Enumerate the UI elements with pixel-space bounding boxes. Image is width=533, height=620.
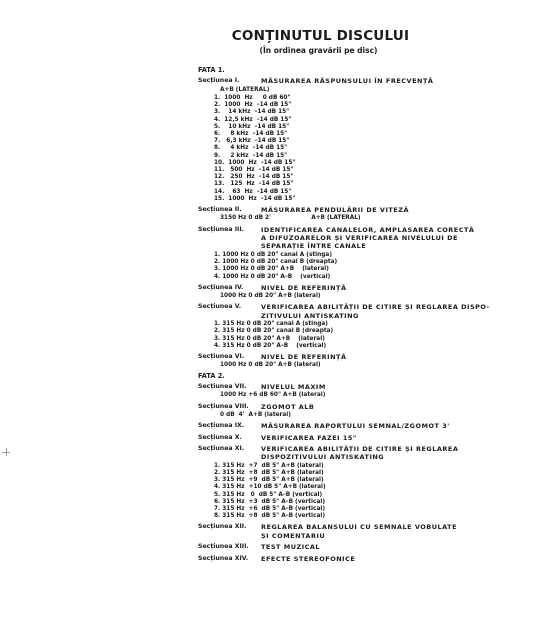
page-title: CONȚINUTUL DISCULUI xyxy=(231,28,410,44)
section-label: Secțiunea XIV. xyxy=(198,554,249,562)
signal-row: 7. 315 Hz +6 dB 5" A–B (vertical) xyxy=(214,506,326,513)
signal-row: 12. 250 Hz –14 dB 15" xyxy=(214,174,294,181)
section-label: Secțiunea II. xyxy=(198,206,242,214)
section-heading xyxy=(198,543,528,551)
section-heading xyxy=(198,303,528,320)
section-note: 0 dB 4' A+B (lateral) xyxy=(220,411,291,418)
section-label: Secțiunea I. xyxy=(198,77,240,85)
section-title-line: MĂSURAREA PENDULĂRII DE VITEZĂ xyxy=(261,206,409,215)
signal-row: 9. 2 kHz –14 dB 15" xyxy=(214,152,288,159)
section-heading xyxy=(198,555,528,563)
section-title-line: VERIFICAREA ABILITĂȚII DE CITIRE ȘI REGLAREA DISPO- xyxy=(261,303,490,312)
contents-list xyxy=(198,64,528,563)
section-heading xyxy=(198,284,528,292)
section-title-line: ZGOMOT ALB xyxy=(261,402,315,411)
section-heading xyxy=(198,226,528,251)
section-heading xyxy=(198,206,528,214)
section-note: 1000 Hz +6 dB 60" A+B (lateral) xyxy=(220,392,326,399)
section-label: Secțiunea XIII. xyxy=(198,543,249,551)
section-label: Secțiunea IX. xyxy=(198,422,245,430)
signal-row: 3. 1000 Hz 0 dB 20" A+B (lateral) xyxy=(214,266,329,273)
signal-row: 1. 1000 Hz 0 dB 60" xyxy=(214,95,291,102)
section-title-line: SEPARAȚIE ÎNTRE CANALE xyxy=(261,242,367,251)
signal-row: 15. 1000 Hz –14 dB 15" xyxy=(214,195,296,202)
section-title xyxy=(261,403,314,411)
signal-row: 10. 1000 Hz –14 dB 15" xyxy=(214,159,296,166)
section-title xyxy=(261,445,458,462)
signal-row: 1. 315 Hz +7 dB 5" A+B (lateral) xyxy=(214,462,324,469)
section-label: Secțiunea XII. xyxy=(198,523,247,531)
section-title-line: MĂSURAREA RAPORTULUI SEMNAL/ZGOMOT 3' xyxy=(261,422,450,431)
signal-list xyxy=(214,252,528,281)
section-title xyxy=(261,523,457,540)
signal-row: 8. 315 Hz +8 dB 5" A–B (vertical) xyxy=(214,513,326,520)
signal-row: 6. 8 kHz –14 dB 15" xyxy=(214,131,288,138)
side-label: FATA 2. xyxy=(198,371,225,380)
section-title-line: EFECTE STEREOFONICE xyxy=(261,554,356,563)
section-heading xyxy=(198,403,528,411)
section-heading xyxy=(198,422,528,430)
signal-row: 13. 125 Hz –14 dB 15" xyxy=(214,181,294,188)
signal-row: 2. 315 Hz 0 dB 20" canal B (dreapta) xyxy=(214,328,334,335)
section-title-line: NIVEL DE REFERINȚĂ xyxy=(261,352,347,361)
signal-row: 5. 10 kHz –14 dB 15" xyxy=(214,123,290,130)
signal-row: 3. 14 kHz –14 dB 15" xyxy=(214,109,290,116)
section-note: A+B (LATERAL) xyxy=(220,86,270,93)
section-heading xyxy=(198,383,528,391)
section-note: 1000 Hz 0 dB 20" A+B (lateral) xyxy=(220,293,321,300)
section-title-line: IDENTIFICAREA CANALELOR, AMPLASAREA CORECTĂ xyxy=(261,225,475,234)
signal-row: 14. 63 Hz –14 dB 15" xyxy=(214,188,292,195)
signal-row: 1. 1000 Hz 0 dB 20" canal A (stinga) xyxy=(214,251,332,258)
signal-row: 4. 1000 Hz 0 dB 20" A–B (vertical) xyxy=(214,273,331,280)
section-title-line: TEST MUZICAL xyxy=(261,543,321,552)
signal-row: 2. 1000 Hz –14 dB 15" xyxy=(214,102,292,109)
signal-row: 6. 315 Hz +3 dB 5" A–B (vertical) xyxy=(214,498,326,505)
section-title-line: MĂSURAREA RĂSPUNSULUI ÎN FRECVENȚĂ xyxy=(261,77,434,86)
section-label: Secțiunea XI. xyxy=(198,444,245,452)
section-label: Secțiunea IV. xyxy=(198,283,244,291)
section-note: 1000 Hz 0 dB 20" A+B (lateral) xyxy=(220,362,321,369)
section-title xyxy=(261,284,347,292)
section-label: Secțiunea III. xyxy=(198,225,244,233)
signal-row: 2. 1000 Hz 0 dB 20" canal B (dreapta) xyxy=(214,259,338,266)
section-heading xyxy=(198,523,528,540)
signal-row: 3. 315 Hz 0 dB 20" A+B (lateral) xyxy=(214,335,325,342)
section-title-line: ZITIVULUI ANTISKATING xyxy=(261,311,359,320)
section-title xyxy=(261,543,320,551)
signal-row: 4. 12,5 kHz –14 dB 15" xyxy=(214,116,292,123)
signal-row: 4. 315 Hz 0 dB 20" A–B (vertical) xyxy=(214,342,327,349)
section-label: Secțiunea VIII. xyxy=(198,402,249,410)
section-title xyxy=(261,555,355,563)
section-heading xyxy=(198,434,528,442)
section-title xyxy=(261,434,357,442)
section-title xyxy=(261,422,450,430)
signal-row: 2. 315 Hz +8 dB 5" A+B (lateral) xyxy=(214,470,324,476)
signal-list xyxy=(214,463,528,521)
section-title-line: ȘI COMENTARIU xyxy=(261,531,326,540)
section-title-line: NIVEL DE REFERINȚĂ xyxy=(261,283,347,292)
section-title-line: VERIFICAREA ABILITĂȚII DE CITIRE ȘI REGLAREA xyxy=(261,444,459,453)
section-title xyxy=(261,226,474,251)
registration-mark-icon xyxy=(2,448,10,456)
section-heading xyxy=(198,445,528,462)
section-label: Secțiunea V. xyxy=(198,303,242,311)
page-subtitle: (În ordinea gravării pe disc) xyxy=(259,46,378,55)
section-title xyxy=(261,383,326,391)
section-title-line: VERIFICAREA FAZEI 15" xyxy=(261,433,357,442)
side-label: FATA 1. xyxy=(198,66,225,74)
section-note: 3150 Hz 0 dB 2' A+B (LATERAL) xyxy=(220,215,361,222)
signal-row: 1. 315 Hz 0 dB 20" canal A (stinga) xyxy=(214,321,328,328)
section-title-line: NIVELUL MAXIM xyxy=(261,382,326,391)
signal-row: 3. 315 Hz +9 dB 5" A+B (lateral) xyxy=(214,477,324,484)
section-title-line: REGLAREA BALANSULUI CU SEMNALE VOBULATE xyxy=(261,523,458,532)
signal-row: 11. 500 Hz –14 dB 15" xyxy=(214,167,294,174)
section-title xyxy=(261,77,433,85)
section-heading xyxy=(198,353,528,361)
section-label: Secțiunea VII. xyxy=(198,382,247,390)
section-title xyxy=(261,353,347,361)
section-label: Secțiunea X. xyxy=(198,433,242,441)
signal-row: 7. 6,3 kHz –14 dB 15" xyxy=(214,138,290,145)
section-heading xyxy=(198,77,528,85)
signal-row: 4. 315 Hz +10 dB 5" A+B (lateral) xyxy=(214,484,326,491)
section-title-line: A DIFUZOARELOR ȘI VERIFICAREA NIVELULUI DE xyxy=(261,234,458,243)
section-label: Secțiunea VI. xyxy=(198,352,245,360)
signal-row: 5. 315 Hz 0 dB 5" A–B (vertical) xyxy=(214,491,323,498)
section-title-line: DISPOZITIVULUI ANTISKATING xyxy=(261,453,385,462)
signal-row: 8. 4 kHz –14 dB 15" xyxy=(214,145,288,152)
section-title xyxy=(261,303,490,320)
signal-list xyxy=(214,321,528,350)
signal-list xyxy=(214,95,528,203)
section-title xyxy=(261,206,409,214)
